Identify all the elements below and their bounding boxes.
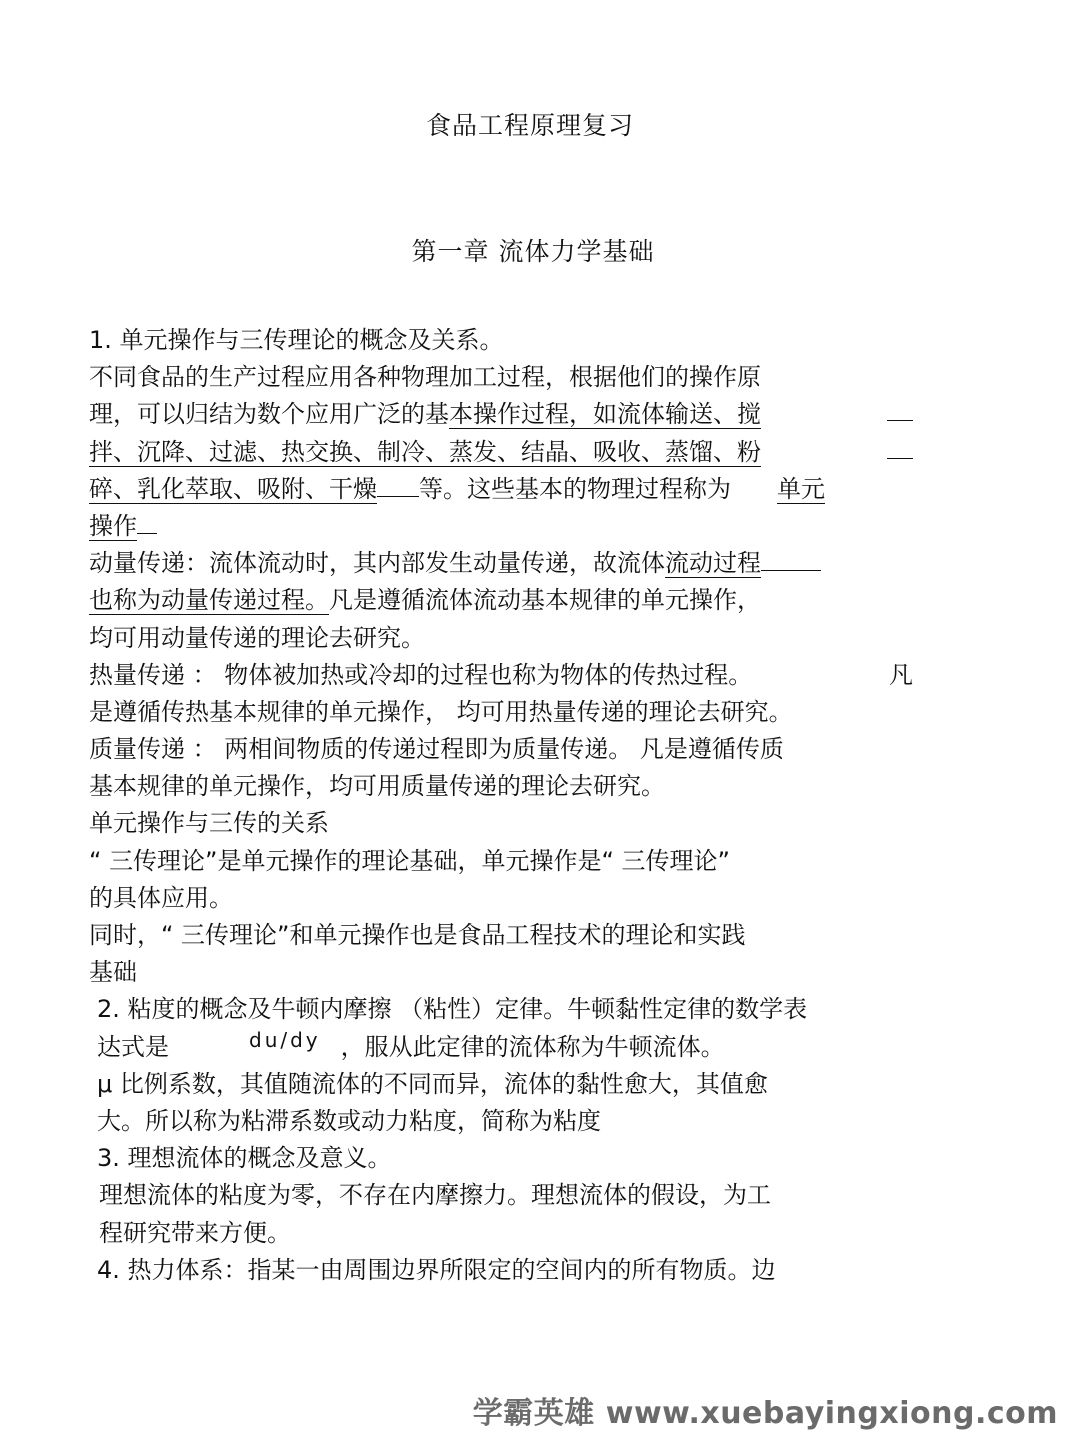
text-line	[89, 434, 909, 471]
text-line: 大。所以称为粘滞系数或动力粘度，简称为粘度	[97, 1106, 601, 1135]
text-line	[89, 471, 909, 508]
document-body	[89, 322, 913, 1289]
text-line: 的具体应用。	[89, 883, 233, 912]
text-line	[89, 657, 913, 694]
text-span: 热量传递 ： 物体被加热或冷却的过程也称为物体的传热过程。	[89, 660, 753, 689]
text-span: 动量传递：流体流动时，其内部发生动量传递，故流体	[89, 549, 665, 578]
document-title: 食品工程原理复习	[425, 111, 634, 140]
underlined-text: 流动过程	[665, 549, 761, 578]
text-line: μ 比例系数，其值随流体的不同而异，流体的黏性愈大，其值愈	[97, 1069, 768, 1098]
text-span: 等。这些基本的物理过程称为	[419, 474, 731, 503]
underlined-text: 也称为动量传递过程。	[89, 586, 329, 615]
text-span: 理，可以归结为数个应用广泛的基	[89, 400, 449, 429]
underlined-text: 拌、沉降、过滤、热交换、制冷、蒸发、结晶、吸收、蒸馏、粉	[89, 437, 761, 466]
text-line: 均可用动量传递的理论去研究。	[89, 623, 425, 652]
underlined-text: 操作	[89, 511, 137, 540]
text-line	[89, 396, 909, 433]
text-line	[89, 545, 909, 582]
text-line	[89, 508, 909, 545]
text-line: 不同食品的生产过程应用各种物理加工过程，根据他们的操作原	[89, 363, 761, 392]
text-line: 是遵循传热基本规律的单元操作， 均可用热量传递的理论去研究。	[89, 697, 793, 726]
formula: du/dy	[249, 1027, 321, 1052]
text-line: 3. 理想流体的概念及意义。	[97, 1144, 392, 1173]
text-span: 凡	[889, 660, 913, 689]
blank-underline	[761, 546, 821, 571]
text-line: 2. 粘度的概念及牛顿内摩擦 （粘性）定律。牛顿黏性定律的数学表	[97, 995, 808, 1024]
text-line: 理想流体的粘度为零，不存在内摩擦力。理想流体的假设，为工	[99, 1181, 771, 1210]
text-span: 达式是	[97, 1032, 169, 1061]
blank-underline	[887, 434, 913, 459]
blank-underline	[137, 509, 157, 534]
underlined-text: 本操作过程，如流体输送、搅	[449, 400, 761, 429]
text-line: “ 三传理论”是单元操作的理论基础，单元操作是“ 三传理论”	[89, 846, 730, 875]
underlined-text: 碎、乳化萃取、吸附、干燥	[89, 474, 377, 503]
text-line: 4. 热力体系：指某一由周围边界所限定的空间内的所有物质。边	[97, 1255, 776, 1284]
text-line	[89, 1029, 909, 1066]
text-line	[89, 582, 909, 619]
blank-underline	[887, 396, 913, 421]
text-line: 质量传递 ： 两相间物质的传递过程即为质量传递。 凡是遵循传质	[89, 735, 784, 764]
text-span: ，服从此定律的流体称为牛顿流体。	[340, 1032, 725, 1061]
text-line: 基础	[89, 958, 137, 987]
text-line: 基本规律的单元操作，均可用质量传递的理论去研究。	[89, 772, 665, 801]
watermark: 学霸英雄 www.xuebayingxiong.com	[472, 1396, 1058, 1431]
text-line: 1. 单元操作与三传理论的概念及关系。	[89, 326, 504, 354]
underlined-text: 单元	[777, 474, 825, 503]
text-span: 凡是遵循流体流动基本规律的单元操作，	[329, 586, 761, 615]
chapter-title: 第一章 流体力学基础	[411, 237, 655, 266]
text-line: 同时，“ 三传理论”和单元操作也是食品工程技术的理论和实践	[89, 921, 746, 949]
text-line: 单元操作与三传的关系	[89, 809, 329, 838]
text-line: 程研究带来方便。	[99, 1218, 291, 1247]
blank-underline	[377, 472, 419, 497]
